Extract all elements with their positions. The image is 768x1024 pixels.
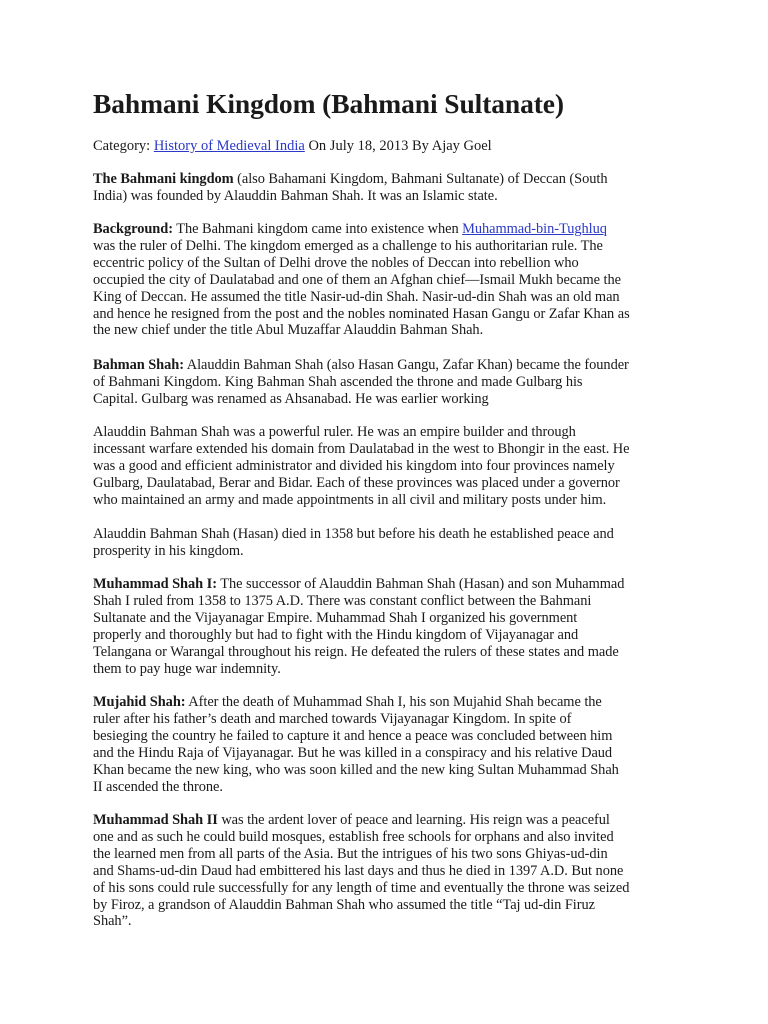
category-label: Category:: [93, 138, 154, 154]
section-heading: Background:: [93, 221, 173, 237]
paragraph-line: Shah”.: [93, 913, 132, 930]
paragraph-line: Muhammad Shah I: The successor of Alauddin Bahman Shah (Hasan) and son Muhammad: [93, 576, 625, 592]
paragraph-line: Gulbarg, Daulatabad, Berar and Bidar. Each of these provinces was placed under a governor: [93, 474, 620, 491]
paragraph-line: by Firoz, a grandson of Alauddin Bahman Shah who assumed the title “Taj ud-din Firuz: [93, 896, 595, 913]
section-heading: Mujahid Shah:: [93, 694, 186, 710]
paragraph-line: was a good and efficient administrator and divided his kingdom into four provinces namely: [93, 457, 615, 474]
bahman-shah-paragraph: [93, 357, 683, 408]
paragraph-line: was the ruler of Delhi. The kingdom emerged as a challenge to his authoritarian rule. The: [93, 237, 603, 254]
section-heading: Muhammad Shah II: [93, 812, 218, 828]
mujahid-shah-paragraph: [93, 694, 683, 795]
intro-paragraph: [93, 171, 683, 205]
paragraph-line: and Shams-ud-din Daud had embittered his last days and thus he died in 1397 A.D. But none: [93, 862, 624, 879]
posted-byline: On July 18, 2013 By Ajay Goel: [304, 138, 492, 154]
paragraph-line: them to pay huge war indemnity.: [93, 660, 281, 677]
paragraph-line: of his sons could rule successfully for any length of time and eventually the throne was seized: [93, 879, 630, 896]
paragraph-line: Sultanate and the Vijayanagar Empire. Muhammad Shah I organized his government: [93, 609, 578, 626]
paragraph-line: eccentric policy of the Sultan of Delhi drove the nobles of Deccan into rebellion who: [93, 254, 579, 271]
intro-bold-term: The Bahmani kingdom: [93, 171, 234, 187]
paragraph-line: Background: The Bahmani kingdom came into existence when Muhammad-bin-Tughluq: [93, 221, 607, 237]
section-heading: Muhammad Shah I:: [93, 576, 217, 592]
article-meta: [93, 137, 492, 155]
paragraph-line: who maintained an army and made appointments in all civil and military posts under him.: [93, 491, 607, 508]
paragraph-line: besieging the country he failed to capture it and hence a peace was concluded between him: [93, 727, 613, 744]
paragraph-line: King of Deccan. He assumed the title Nasir-ud-din Shah. Nasir-ud-din Shah was an old man: [93, 288, 620, 305]
paragraph-line: incessant warfare extended his domain from Daulatabad in the west to Bhongir in the east. He: [93, 440, 630, 457]
paragraph-line: one and as such he could build mosques, establish free schools for orphans and also invited: [93, 828, 614, 845]
paragraph-line: Alauddin Bahman Shah (Hasan) died in 1358 but before his death he established peace and: [93, 526, 614, 542]
paragraph-line: India) was founded by Alauddin Bahman Shah. It was an Islamic state.: [93, 187, 498, 204]
section-heading: Bahman Shah:: [93, 357, 184, 373]
muhammad-bin-tughluq-link[interactable]: Muhammad-bin-Tughluq: [462, 221, 607, 237]
paragraph-line: Capital. Gulbarg was renamed as Ahsanabad. He was earlier working: [93, 390, 489, 407]
paragraph-line: Shah I ruled from 1358 to 1375 A.D. There was constant conflict between the Bahmani: [93, 592, 592, 609]
category-link[interactable]: History of Medieval India: [153, 138, 305, 154]
powerful-ruler-paragraph: [93, 424, 683, 509]
paragraph-line: Alauddin Bahman Shah was a powerful ruler. He was an empire builder and through: [93, 424, 576, 440]
muhammad-shah-i-paragraph: [93, 576, 683, 677]
paragraph-line: occupied the city of Daulatabad and one of them an Afghan chief—Ismail Mukh became the: [93, 271, 621, 288]
paragraph-line: Telangana or Warangal throughout his reign. He defeated the rulers of these states and made: [93, 643, 619, 660]
paragraph-line: II ascended the throne.: [93, 778, 223, 795]
paragraph-line: ruler after his father’s death and marched towards Vijayanagar Kingdom. In spite of: [93, 710, 572, 727]
paragraph-line: prosperity in his kingdom.: [93, 542, 244, 559]
paragraph-line: the learned men from all parts of the Asia. But the intrigues of his two sons Ghiyas-ud-din: [93, 845, 608, 862]
paragraph-line: of Bahmani Kingdom. King Bahman Shah ascended the throne and made Gulbarg his: [93, 373, 583, 390]
paragraph-line: properly and thoroughly but had to fight with the Hindu kingdom of Vijayanagar and: [93, 626, 579, 643]
background-paragraph: [93, 221, 683, 339]
paragraph-line: Muhammad Shah II was the ardent lover of peace and learning. His reign was a peaceful: [93, 812, 610, 828]
page-title: Bahmani Kingdom (Bahmani Sultanate): [93, 88, 564, 119]
paragraph-line: and the Hindu Raja of Vijayanagar. But he was killed in a conspiracy and his relative Daud: [93, 744, 613, 761]
paragraph-line: and hence he resigned from the post and the nobles nominated Hasan Gangu or Zafar Khan as: [93, 305, 630, 322]
paragraph-line: Mujahid Shah: After the death of Muhammad Shah I, his son Mujahid Shah became the: [93, 694, 602, 710]
paragraph-line: Bahman Shah: Alauddin Bahman Shah (also Hasan Gangu, Zafar Khan) became the founder: [93, 357, 629, 373]
paragraph-line: Khan became the new king, who was soon killed and the new king Sultan Muhammad Shah: [93, 761, 619, 778]
muhammad-shah-ii-paragraph: [93, 812, 683, 930]
death-paragraph: [93, 526, 683, 560]
paragraph-line: The Bahmani kingdom (also Bahamani Kingdom, Bahmani Sultanate) of Deccan (South: [93, 171, 608, 187]
paragraph-line: the new chief under the title Abul Muzaffar Alauddin Bahman Shah.: [93, 322, 484, 339]
